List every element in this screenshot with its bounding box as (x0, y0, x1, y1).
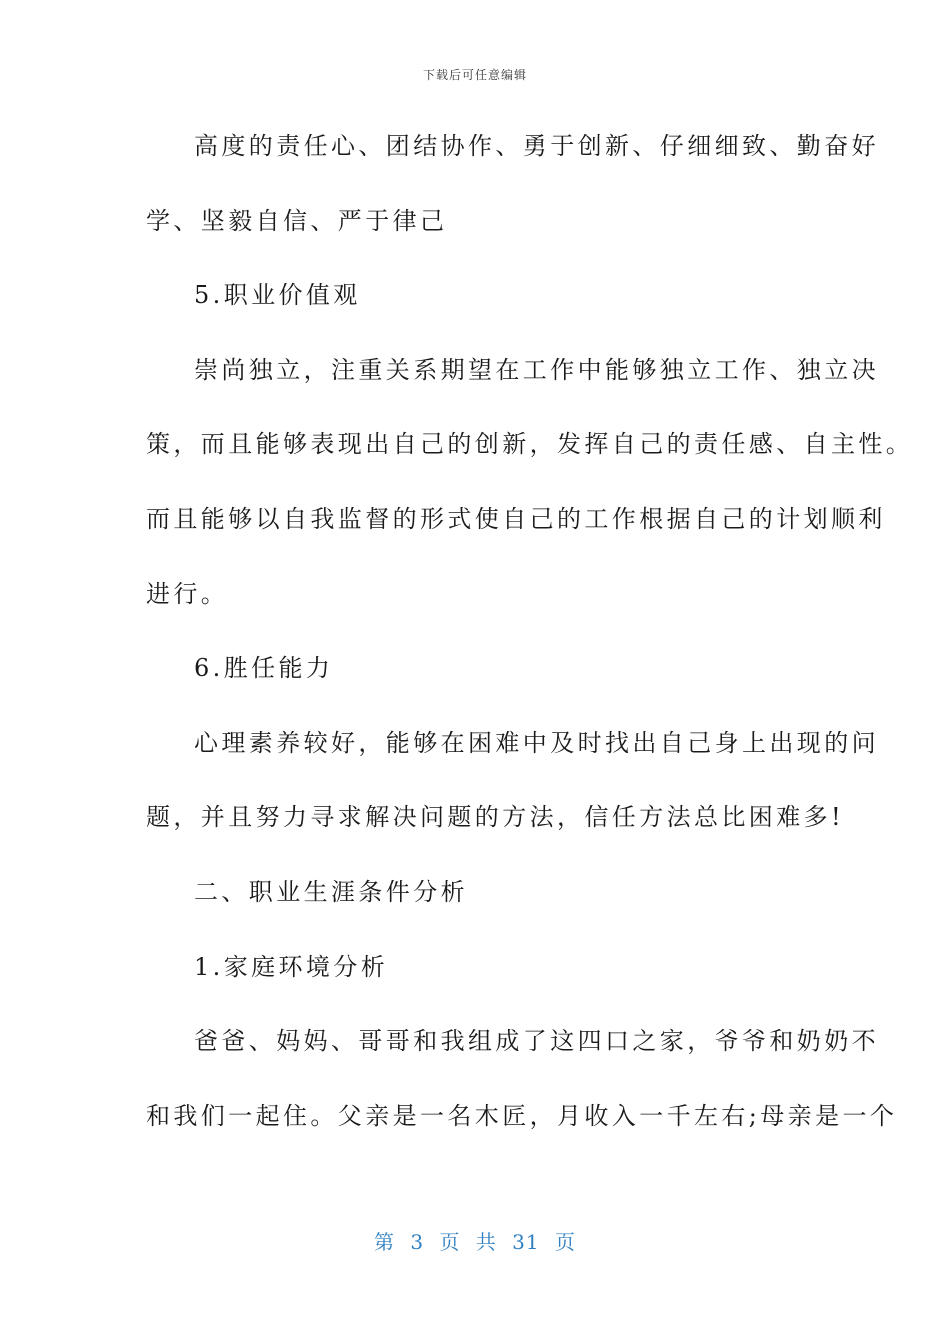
section-heading: 1.家庭环境分析 (194, 952, 389, 981)
section-heading: 5.职业价值观 (194, 281, 361, 310)
paragraph-line: 题，并且努力寻求解决问题的方法，信任方法总比困难多! (146, 803, 845, 832)
paragraph-line: 崇尚独立，注重关系期望在工作中能够独立工作、独立决 (194, 355, 879, 384)
paragraph-line: 高度的责任心、团结协作、勇于创新、仔细细致、勤奋好 (194, 132, 879, 160)
paragraph-line: 进行。 (146, 579, 229, 608)
header-note: 下载后可任意编辑 (422, 68, 527, 82)
paragraph-line: 心理素养较好，能够在困难中及时找出自己身上出现的问 (194, 728, 879, 757)
paragraph-line: 而且能够以自我监督的形式使自己的工作根据自己的计划顺利 (146, 504, 886, 533)
paragraph-line: 学、坚毅自信、严于律己 (146, 206, 448, 235)
section-heading: 6.胜任能力 (194, 654, 334, 683)
paragraph-line: 策，而且能够表现出自己的创新，发挥自己的责任感、自主性。 (146, 430, 914, 459)
chapter-heading: 二、职业生涯条件分析 (194, 877, 468, 906)
document-body (146, 124, 914, 1168)
page-number: 第 3 页 共 31 页 (374, 1230, 576, 1254)
paragraph-line: 爸爸、妈妈、哥哥和我组成了这四口之家，爷爷和奶奶不 (194, 1027, 879, 1056)
paragraph-line: 和我们一起住。父亲是一名木匠，月收入一千左右;母亲是一个 (146, 1101, 898, 1130)
